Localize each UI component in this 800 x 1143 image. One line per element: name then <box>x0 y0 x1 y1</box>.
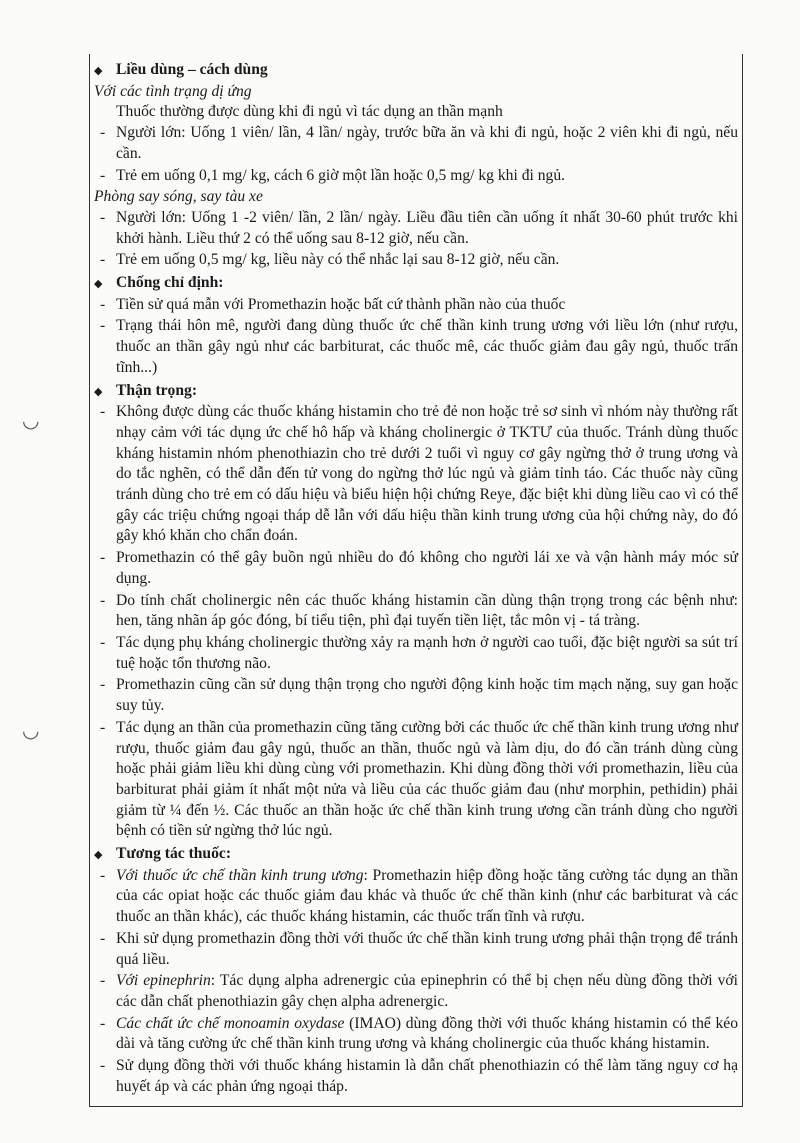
list-item: - Người lớn: Uống 1 -2 viên/ lần, 2 lần/ ngày. Liều đầu tiên cần uống ít nhất 30-60 phút trước khi khởi hành. Liều thứ 2 có thể uống sau 8-12 giờ, nếu cần. <box>100 208 738 247</box>
punch-hole-mark: ◡ <box>22 718 40 742</box>
list-item: - Promethazin có thể gây buồn ngủ nhiều do đó không cho người lái xe và vận hành máy móc sử dụng. <box>100 549 738 587</box>
diamond-bullet-icon: ◆ <box>94 278 103 291</box>
subheading-motion-sickness: Phòng say sóng, say tàu xe <box>94 188 263 206</box>
diamond-bullet-icon: ◆ <box>94 65 103 77</box>
subheading-allergy: Với các tình trạng dị ứng <box>94 82 252 100</box>
list-item: - Promethazin cũng cần sử dụng thận trọng cho người động kinh hoặc tim mạch nặng, suy gan hoặc suy tủy. <box>100 676 738 715</box>
list-item: - Do tính chất cholinergic nên các thuốc kháng histamin cần dùng thận trọng trong các bệnh như: hen, tăng nhãn áp góc đóng, bí tiểu tiện, phì đại tuyến tiền liệt, tắc môn vị - tá tràng. <box>100 591 738 630</box>
paragraph: Thuốc thường được dùng khi đi ngủ vì tác dụng an thần mạnh <box>116 103 503 121</box>
list-item: - Khi sử dụng promethazin đồng thời với thuốc ức chế thần kinh trung ương phải thận trọng để tránh quá liều. <box>100 929 738 968</box>
list-item: - Các chất ức chế monoamin oxydase (IMAO) dùng đồng thời với thuốc kháng histamin có thể kéo dài và tăng cường ức chế thần kinh trung ương và kháng cholinergic của thuốc kháng histamin. <box>100 1014 738 1053</box>
list-item: - Tiền sử quá mẫn với Promethazin hoặc bất cứ thành phần nào của thuốc <box>100 295 566 313</box>
document-body <box>94 58 738 1098</box>
diamond-bullet-icon: ◆ <box>94 385 103 398</box>
punch-hole-mark: ◡ <box>22 408 40 432</box>
section-interactions-heading: ◆ Tương tác thuốc: <box>94 844 738 866</box>
list-item: - Với epinephrin: Tác dụng alpha adrenergic của epinephrin có thể bị chẹn nếu dùng đồng thời với các dẫn chất phenothiazin gây chẹn alpha adrenergic. <box>100 972 739 1010</box>
list-item: - Tác dụng an thần của promethazin cũng tăng cường bởi các thuốc ức chế thần kinh trung ương như rượu, thuốc giảm đau gây ngủ, thuốc an thần, thuốc ngủ và làm dịu, do đó cần tránh dùng cùng hoặc phải giảm liều khi dùng cùng với promethazin. Khi dùng đồng thời với promethazin, liều của barbiturat phải giảm ít nhất một nửa và liều của các thuốc giảm đau (như morphin, pethidin) phải giảm từ ¼ đến ½. Các thuốc an thần hoặc ức chế thần kinh trung ương cần tránh dùng cho người bệnh có tiền sử ngừng thở lúc ngủ. <box>100 718 738 840</box>
list-item: - Người lớn: Uống 1 viên/ lần, 4 lần/ ngày, trước bữa ăn và khi đi ngủ, hoặc 2 viên khi đi ngủ, nếu cần. <box>100 124 738 162</box>
list-item: - Trạng thái hôn mê, người đang dùng thuốc ức chế thần kinh trung ương với liều lớn (như rượu, thuốc an thần gây ngủ như các barbiturat, các thuốc mê, các thuốc giảm đau gây ngủ, thuốc trấn tĩnh...) <box>100 317 738 376</box>
diamond-bullet-icon: ◆ <box>94 849 103 862</box>
list-item: - Trẻ em uống 0,5 mg/ kg, liều này có thể nhắc lại sau 8-12 giờ, nếu cần. <box>100 251 560 269</box>
list-item: - Sử dụng đồng thời với thuốc kháng histamin là dẫn chất phenothiazin có thể làm tăng nguy cơ hạ huyết áp và các phản ứng ngoại tháp. <box>100 1057 738 1095</box>
list-item: - Tác dụng phụ kháng cholinergic thường xảy ra mạnh hơn ở người cao tuổi, đặc biệt người sa sút trí tuệ hoặc tổn thương não. <box>100 633 738 672</box>
list-item: - Trẻ em uống 0,1 mg/ kg, cách 6 giờ một lần hoặc 0,5 mg/ kg khi đi ngủ. <box>100 166 566 184</box>
section-dosage-heading: ◆ Liều dùng – cách dùng <box>94 60 738 82</box>
list-item: - Với thuốc ức chế thần kinh trung ương: Promethazin hiệp đồng hoặc tăng cường tác dụng an thần của các opiat hoặc các thuốc giảm đau khác và thuốc ức chế thần kinh (như các barbiturat và các thuốc an thần khác), các thuốc kháng histamin, các thuốc trấn tĩnh và rượu. <box>100 866 738 926</box>
section-contraindications-heading: ◆ Chống chỉ định: <box>94 273 738 295</box>
section-precautions-heading: ◆ Thận trọng: <box>94 381 738 403</box>
list-item: - Không được dùng các thuốc kháng histamin cho trẻ đẻ non hoặc trẻ sơ sinh vì nhóm này thường rất nhạy cảm với tác dụng ức chế hô hấp và kháng cholinergic ở TKTƯ của thuốc. Tránh dùng thuốc kháng histamin nhóm phenothiazin cho trẻ dưới 2 tuổi vì nguy cơ gây ngừng thở ở trung ương và do tắc nghẽn, có thể dẫn đến tử vong do ngừng thở lúc ngủ và giảm tỉnh táo. Các thuốc này cũng tránh dùng cho trẻ em có dấu hiệu và biểu hiện hội chứng Reye, đặc biệt khi dùng liều cao vì có thể gây các triệu chứng ngoại tháp dễ lẫn với dấu hiệu thần kinh trung ương của hội chứng này, do đó gây khó khăn cho chẩn đoán. <box>100 403 738 545</box>
